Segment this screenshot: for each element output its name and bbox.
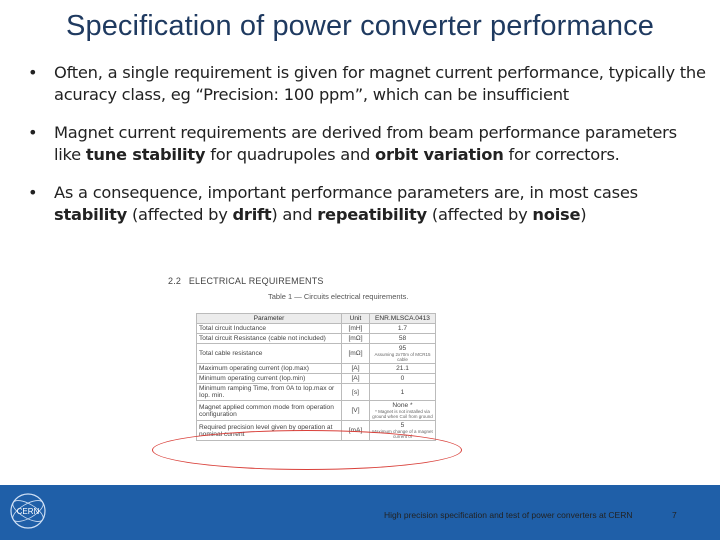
value-cell — [370, 344, 436, 364]
value-text: 58 — [398, 335, 407, 342]
bullet-text: Often, a single requirement is given for magnet current performance, typically the acuracy class, eg “Precision: 100 ppm”, which can be insufficient — [54, 63, 706, 104]
parameter-cell: Minimum operating current (Iop.min) — [197, 374, 342, 384]
parameter-cell: Total circuit Inductance — [197, 324, 342, 334]
bullet-item — [28, 182, 708, 226]
unit-cell: [mH] — [342, 324, 370, 334]
parameter-cell: Maximum operating current (Iop.max) — [197, 364, 342, 374]
page-number: 7 — [672, 510, 677, 520]
logo-text: CERN — [16, 507, 40, 516]
parameter-cell: Total circuit Resistance (cable not included) — [197, 334, 342, 344]
bullet-text: for correctors. — [503, 145, 620, 164]
bullet-text: (affected by — [426, 205, 533, 224]
value-text: 0 — [400, 375, 405, 382]
footer-text: High precision specification and test of power converters at CERN — [384, 510, 633, 520]
section-number: 2.2 — [168, 276, 182, 286]
table-row — [197, 324, 436, 334]
unit-cell: [s] — [342, 384, 370, 401]
highlight-ellipse — [152, 430, 462, 470]
bullet-text: (affected by — [127, 205, 233, 224]
bullet-text: ) and — [271, 205, 318, 224]
value-note: * Magnet is not installed via ground when Coil from ground — [372, 409, 433, 419]
column-header: Unit — [342, 314, 370, 324]
requirements-table — [196, 313, 436, 441]
value-note: Maximum change of a magnet current of — [372, 429, 433, 439]
slide-title: Specification of power converter performance — [66, 10, 654, 42]
bullet-item — [28, 62, 708, 106]
bullet-text: for quadrupoles and — [205, 145, 376, 164]
value-cell — [370, 401, 436, 421]
value-cell — [370, 384, 436, 401]
emphasis-text: tune stability — [85, 145, 206, 164]
bullet-dot: • — [28, 63, 38, 82]
emphasis-text: noise — [532, 205, 581, 224]
value-cell — [370, 324, 436, 334]
value-text: 5 — [400, 422, 405, 429]
value-cell — [370, 364, 436, 374]
unit-cell: [mΩ] — [342, 334, 370, 344]
parameter-cell: Required precision level given by operation at nominal current — [197, 421, 342, 441]
table-row — [197, 401, 436, 421]
table-row — [197, 384, 436, 401]
emphasis-text: repeatibility — [317, 205, 427, 224]
bullet-dot: • — [28, 183, 38, 202]
bullet-item — [28, 122, 708, 166]
parameter-cell: Minimum ramping Time, from 0A to Iop.max or Iop. min. — [197, 384, 342, 401]
value-text: 1.7 — [397, 325, 408, 332]
emphasis-text: drift — [232, 205, 272, 224]
bullet-dot: • — [28, 123, 38, 142]
unit-cell: [A] — [342, 374, 370, 384]
value-text: None * — [392, 402, 413, 409]
bullet-list — [28, 62, 708, 242]
emphasis-text: stability — [54, 205, 128, 224]
section-title: ELECTRICAL REQUIREMENTS — [188, 276, 324, 286]
value-text: 1 — [400, 388, 405, 396]
value-text: 21.1 — [396, 365, 409, 372]
cern-logo — [8, 491, 48, 531]
bullet-text: Magnet current requirements are derived from beam performance parameters like — [54, 123, 677, 164]
unit-cell: [mA] — [342, 421, 370, 441]
section-heading — [168, 276, 324, 286]
table-row — [197, 364, 436, 374]
table-row — [197, 344, 436, 364]
table-caption: Table 1 — Circuits electrical requirements. — [268, 292, 409, 301]
table-row — [197, 334, 436, 344]
column-header: ENR.MLSCA.0413 — [370, 314, 436, 324]
parameter-cell: Total cable resistance — [197, 344, 342, 364]
unit-cell: [A] — [342, 364, 370, 374]
unit-cell: [mΩ] — [342, 344, 370, 364]
value-cell — [370, 334, 436, 344]
bullet-text: ) — [580, 205, 587, 224]
parameter-cell: Magnet applied common mode from operation configuration — [197, 401, 342, 421]
table-row — [197, 374, 436, 384]
bullet-text: As a consequence, important performance parameters are, in most cases — [54, 183, 638, 202]
table-header-row — [197, 314, 436, 324]
column-header: Parameter — [197, 314, 342, 324]
value-text: 95 — [398, 345, 407, 352]
unit-cell: [V] — [342, 401, 370, 421]
value-note: Assuming 2x70m of MCR15 cable — [374, 352, 431, 362]
footer-bar — [0, 485, 720, 540]
value-cell — [370, 374, 436, 384]
emphasis-text: orbit variation — [375, 145, 504, 164]
